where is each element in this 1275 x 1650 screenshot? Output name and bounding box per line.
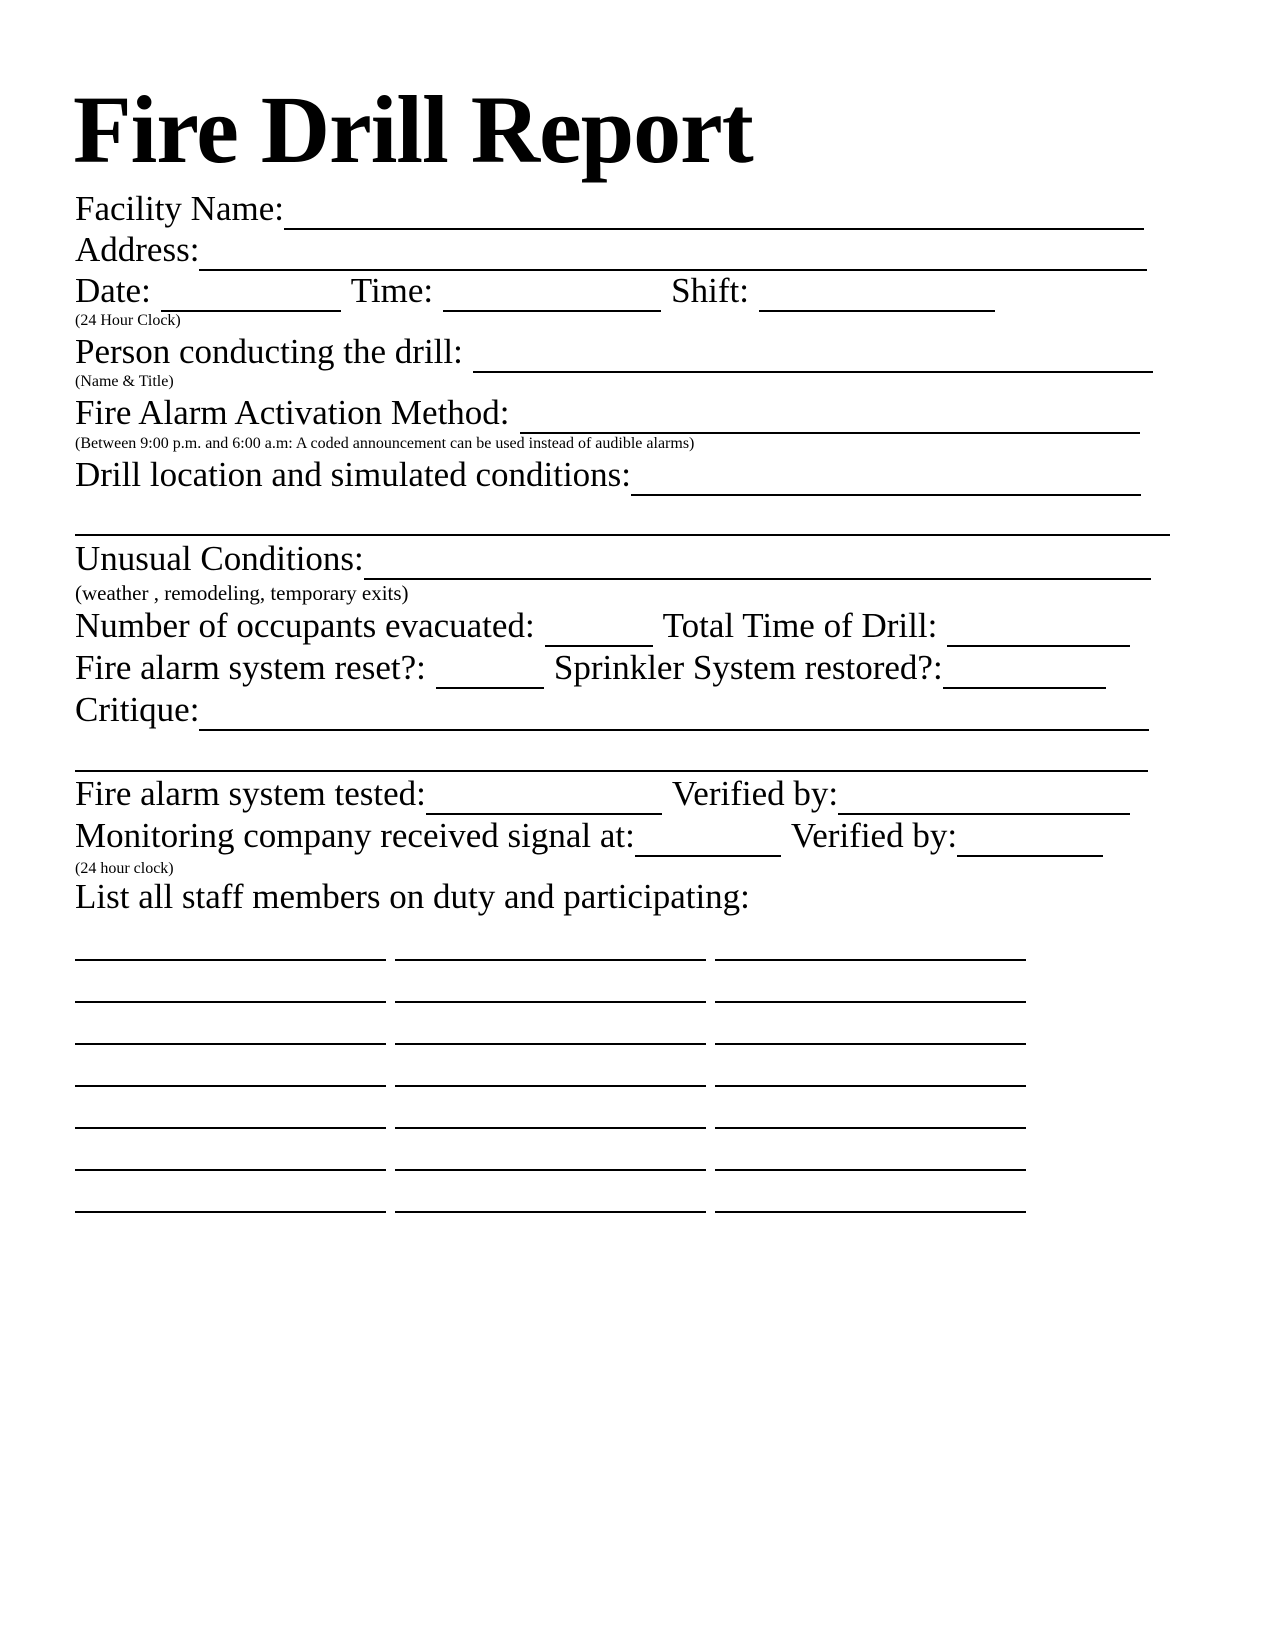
staff-list-row xyxy=(75,878,750,918)
staff-member-field[interactable] xyxy=(395,1211,706,1213)
alarm-method-row xyxy=(75,394,1140,434)
critique-extra-line[interactable] xyxy=(75,770,1148,772)
monitoring-note: (24 hour clock) xyxy=(75,860,174,877)
drill-location-label: Drill location and simulated conditions: xyxy=(75,455,632,494)
verified-by-label-1: Verified by: xyxy=(671,774,839,813)
time-field[interactable] xyxy=(443,276,661,312)
staff-member-field[interactable] xyxy=(395,959,706,961)
address-label: Address: xyxy=(75,230,200,269)
verified-by-field-2[interactable] xyxy=(957,821,1103,857)
date-time-shift-row xyxy=(75,272,995,312)
staff-member-field[interactable] xyxy=(715,1085,1026,1087)
unusual-conditions-label: Unusual Conditions: xyxy=(75,539,364,578)
monitoring-label: Monitoring company received signal at: xyxy=(75,816,635,855)
occupants-label: Number of occupants evacuated: xyxy=(75,606,535,645)
alarm-tested-label: Fire alarm system tested: xyxy=(75,774,426,813)
occupants-row xyxy=(75,607,1130,647)
staff-member-field[interactable] xyxy=(75,959,386,961)
alarm-reset-field[interactable] xyxy=(436,653,544,689)
shift-field[interactable] xyxy=(759,276,995,312)
staff-member-field[interactable] xyxy=(395,1043,706,1045)
facility-name-field[interactable] xyxy=(284,194,1144,230)
drill-location-extra-line[interactable] xyxy=(75,534,1170,536)
unusual-conditions-field[interactable] xyxy=(364,544,1151,580)
unusual-note: (weather , remodeling, temporary exits) xyxy=(75,581,409,605)
alarm-tested-field[interactable] xyxy=(426,779,662,815)
sprinkler-restored-field[interactable] xyxy=(943,653,1106,689)
address-field[interactable] xyxy=(199,235,1147,271)
staff-member-field[interactable] xyxy=(715,959,1026,961)
staff-member-field[interactable] xyxy=(395,1127,706,1129)
staff-member-field[interactable] xyxy=(715,1127,1026,1129)
staff-member-field[interactable] xyxy=(395,1001,706,1003)
staff-member-field[interactable] xyxy=(75,1085,386,1087)
monitoring-row xyxy=(75,817,1103,857)
shift-label: Shift: xyxy=(671,271,749,310)
verified-by-label-2: Verified by: xyxy=(790,816,958,855)
total-time-label: Total Time of Drill: xyxy=(662,606,938,645)
facility-name-label: Facility Name: xyxy=(75,189,284,228)
facility-name-row xyxy=(75,190,1144,230)
critique-row xyxy=(75,691,1149,731)
critique-label: Critique: xyxy=(75,690,200,729)
verified-by-field-1[interactable] xyxy=(838,779,1130,815)
person-conducting-label: Person conducting the drill: xyxy=(75,332,463,371)
person-conducting-field[interactable] xyxy=(473,337,1153,373)
staff-member-field[interactable] xyxy=(395,1169,706,1171)
sprinkler-restored-label: Sprinkler System restored?: xyxy=(553,648,943,687)
total-time-field[interactable] xyxy=(947,611,1130,647)
time-note: (24 Hour Clock) xyxy=(75,312,181,329)
staff-member-field[interactable] xyxy=(715,1169,1026,1171)
time-label: Time: xyxy=(350,271,434,310)
person-note: (Name & Title) xyxy=(75,373,174,390)
drill-location-row xyxy=(75,456,1141,496)
unusual-conditions-row xyxy=(75,540,1151,580)
alarm-reset-row xyxy=(75,649,1106,689)
staff-member-field[interactable] xyxy=(75,1127,386,1129)
alarm-method-label: Fire Alarm Activation Method: xyxy=(75,393,510,432)
drill-location-field[interactable] xyxy=(631,460,1141,496)
staff-member-field[interactable] xyxy=(75,1043,386,1045)
staff-member-field[interactable] xyxy=(395,1085,706,1087)
staff-member-field[interactable] xyxy=(715,1001,1026,1003)
date-label: Date: xyxy=(75,271,151,310)
page-title: Fire Drill Report xyxy=(73,76,753,183)
critique-field[interactable] xyxy=(199,695,1149,731)
alarm-reset-label: Fire alarm system reset?: xyxy=(75,648,426,687)
person-conducting-row xyxy=(75,333,1153,373)
alarm-method-field[interactable] xyxy=(520,398,1140,434)
staff-list-label: List all staff members on duty and participating: xyxy=(75,877,750,916)
staff-member-field[interactable] xyxy=(75,1211,386,1213)
monitoring-field[interactable] xyxy=(635,821,781,857)
occupants-field[interactable] xyxy=(545,611,653,647)
staff-member-field[interactable] xyxy=(75,1169,386,1171)
address-row xyxy=(75,231,1147,271)
alarm-tested-row xyxy=(75,775,1130,815)
alarm-note: (Between 9:00 p.m. and 6:00 a.m: A coded announcement can be used instead of audible alarms) xyxy=(75,435,695,452)
staff-member-field[interactable] xyxy=(715,1211,1026,1213)
staff-member-field[interactable] xyxy=(75,1001,386,1003)
staff-member-field[interactable] xyxy=(715,1043,1026,1045)
date-field[interactable] xyxy=(161,276,341,312)
